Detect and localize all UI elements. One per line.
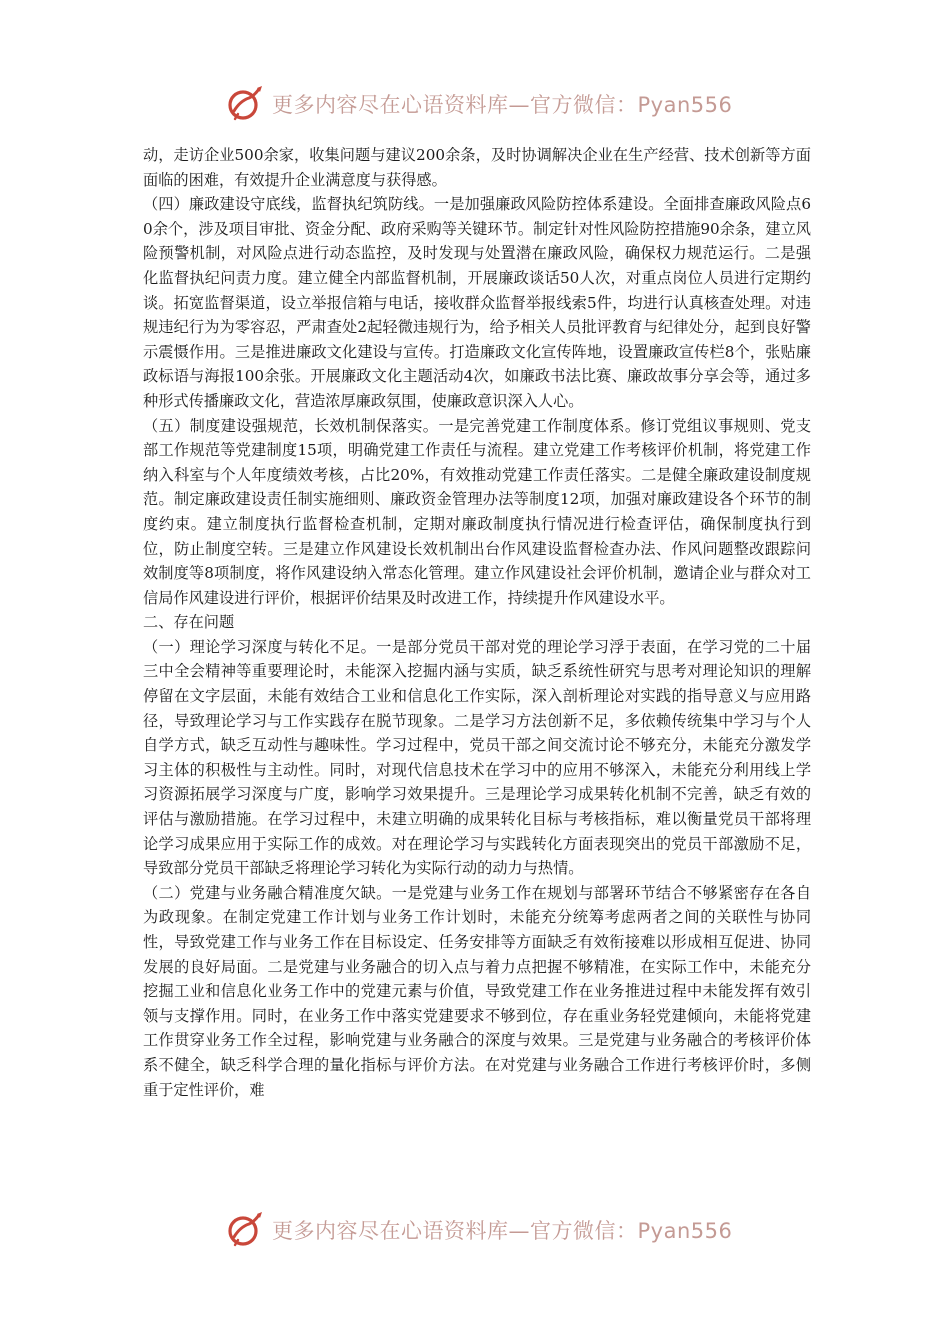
header-watermark-banner: [226, 84, 746, 124]
paragraph-problem-1: （一）理论学习深度与转化不足。一是部分党员干部对党的理论学习浮于表面，在学习党的二十届三中全会精神等重要理论时，未能深入挖掘内涵与实质，缺乏系统性研究与思考对理论知识的理解停留在文字层面，未能有效结合工业和信息化工作实际，深入剖析理论对实践的指导意义与应用路径，导致理论学习与工作实践存在脱节现象。二是学习方法创新不足，多依赖传统集中学习与个人自学方式，缺乏互动性与趣味性。学习过程中，党员干部之间交流讨论不够充分，未能充分激发学习主体的积极性与主动性。同时，对现代信息技术在学习中的应用不够深入，未能充分利用线上学习资源拓展学习深度与广度，影响学习效果提升。三是理论学习成果转化机制不完善，缺乏有效的评估与激励措施。在学习过程中，未建立明确的成果转化目标与考核指标，难以衡量党员干部将理论学习成果应用于实际工作的成效。对在理论学习与实践转化方面表现突出的党员干部激励不足，导致部分党员干部缺乏将理论学习转化为实际行动的动力与热情。: [143, 637, 811, 878]
paragraph-continuation: 动，走访企业500余家，收集问题与建议200余条，及时协调解决企业在生产经营、技术创新等方面面临的困难，有效提升企业满意度与获得感。: [143, 146, 811, 189]
paragraph-section-5: （五）制度建设强规范，长效机制保落实。一是完善党建工作制度体系。修订党组议事规则、党支部工作规范等党建制度15项，明确党建工作责任与流程。建立党建工作考核评价机制，将党建工作纳入科室与个人年度绩效考核，占比20%，有效推动党建工作责任落实。二是健全廉政建设制度规范。制定廉政建设责任制实施细则、廉政资金管理办法等制度12项，加强对廉政建设各个环节的制度约束。建立制度执行监督检查机制，定期对廉政制度执行情况进行检查评估，确保制度执行到位，防止制度空转。三是建立作风建设长效机制出台作风建设监督检查办法、作风问题整改跟踪问效制度等8项制度，将作风建设纳入常态化管理。建立作风建设社会评价机制，邀请企业与群众对工信局作风建设进行评价，根据评价结果及时改进工作，持续提升作风建设水平。: [143, 416, 811, 607]
banner-text: 更多内容尽在心语资料库—官方微信：Pyan556: [272, 93, 733, 117]
pen-logo-icon: [226, 1210, 266, 1250]
banner-text: 更多内容尽在心语资料库—官方微信：Pyan556: [272, 1219, 733, 1243]
paragraph-section-4: （四）廉政建设守底线，监督执纪筑防线。一是加强廉政风险防控体系建设。全面排查廉政风险点60余个，涉及项目审批、资金分配、政府采购等关键环节。制定针对性风险防控措施90余条，建立风险预警机制，对风险点进行动态监控，及时发现与处置潜在廉政风险，确保权力规范运行。二是强化监督执纪问责力度。建立健全内部监督机制，开展廉政谈话50人次，对重点岗位人员进行定期约谈。拓宽监督渠道，设立举报信箱与电话，接收群众监督举报线索5件，均进行认真核查处理。对违规违纪行为为零容忍，严肃查处2起轻微违规行为，给予相关人员批评教育与纪律处分，起到良好警示震慑作用。三是推进廉政文化建设与宣传。打造廉政文化宣传阵地，设置廉政宣传栏8个，张贴廉政标语与海报100余张。开展廉政文化主题活动4次，如廉政书法比赛、廉政故事分享会等，通过多种形式传播廉政文化，营造浓厚廉政氛围，使廉政意识深入人心。: [143, 195, 811, 410]
paragraph-problem-2: （二）党建与业务融合精准度欠缺。一是党建与业务工作在规划与部署环节结合不够紧密存在各自为政现象。在制定党建工作计划与业务工作计划时，未能充分统筹考虑两者之间的关联性与协同性，导致党建工作与业务工作在目标设定、任务安排等方面缺乏有效衔接难以形成相互促进、协同发展的良好局面。二是党建与业务融合的切入点与着力点把握不够精准，在实际工作中，未能充分挖掘工业和信息化业务工作中的党建元素与价值，导致党建工作在业务推进过程中未能发挥有效引领与支撑作用。同时，在业务工作中落实党建要求不够到位，存在重业务轻党建倾向，未能将党建工作贯穿业务工作全过程，影响党建与业务融合的深度与效果。三是党建与业务融合的考核评价体系不健全，缺乏科学合理的量化指标与评价方法。在对党建与业务融合工作进行考核评价时，多侧重于定性评价，难: [143, 883, 811, 1099]
footer-watermark-banner: [226, 1210, 746, 1250]
pen-logo-icon: [226, 84, 266, 124]
heading-existing-problems: 二、存在问题: [143, 613, 235, 632]
document-body: [143, 143, 811, 1102]
